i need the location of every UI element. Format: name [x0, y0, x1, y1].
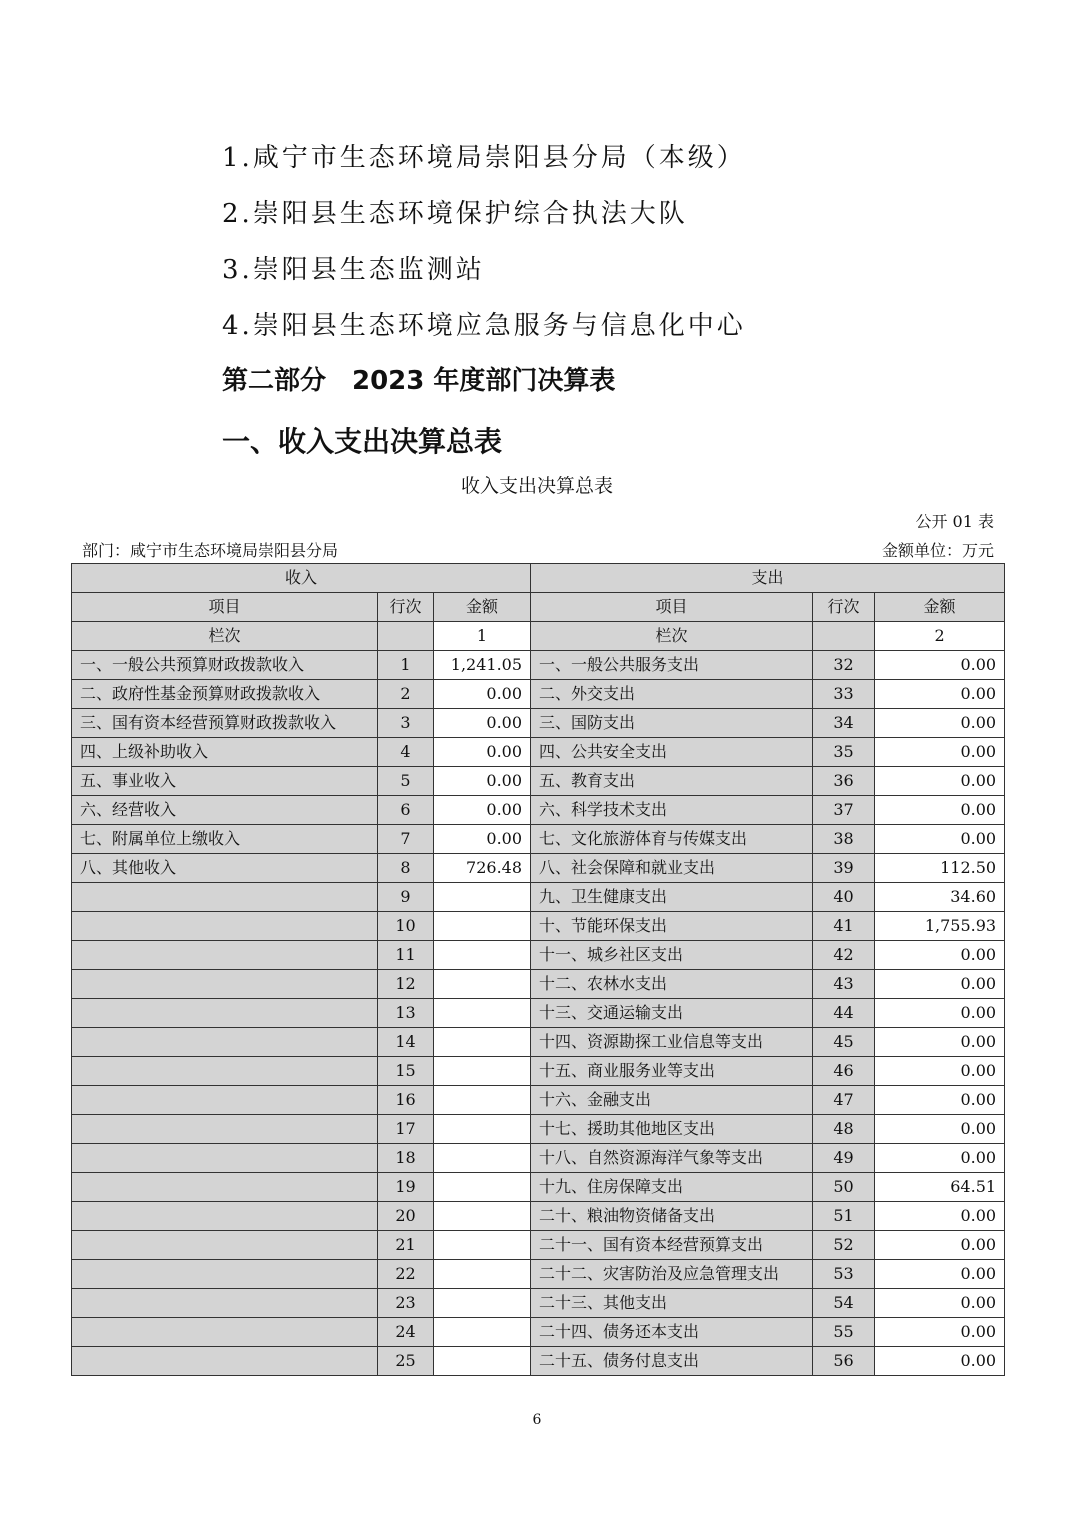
income-row-no-cell: 5: [378, 767, 434, 796]
expense-row-no-blank: [813, 622, 875, 651]
expense-item-cell: 十五、商业服务业等支出: [531, 1057, 813, 1086]
table-row: [72, 1086, 1005, 1115]
income-item-cell: [72, 1202, 378, 1231]
expense-amount-cell: 0.00: [875, 1318, 1005, 1347]
income-item-header: 项目: [72, 593, 378, 622]
income-amount-cell: 0.00: [434, 680, 531, 709]
expense-row-no-cell: 34: [813, 709, 875, 738]
expense-amount-cell: 0.00: [875, 709, 1005, 738]
income-item-cell: [72, 1144, 378, 1173]
table-row: [72, 1231, 1005, 1260]
unit-item: 2.崇阳县生态环境保护综合执法大队: [222, 199, 688, 229]
expense-row-no-cell: 47: [813, 1086, 875, 1115]
table-row: [72, 912, 1005, 941]
income-item-cell: 八、其他收入: [72, 854, 378, 883]
income-header: 收入: [72, 564, 531, 593]
income-row-no-cell: 4: [378, 738, 434, 767]
income-row-no-cell: 20: [378, 1202, 434, 1231]
income-item-cell: [72, 1028, 378, 1057]
income-amount-cell: [434, 912, 531, 941]
income-amount-cell: 0.00: [434, 825, 531, 854]
table-row: [72, 1347, 1005, 1376]
income-expense-table: [71, 563, 1005, 1376]
expense-row-no-cell: 38: [813, 825, 875, 854]
expense-item-cell: 二十二、灾害防治及应急管理支出: [531, 1260, 813, 1289]
expense-row-no-cell: 45: [813, 1028, 875, 1057]
table-row: [72, 825, 1005, 854]
expense-item-cell: 三、国防支出: [531, 709, 813, 738]
expense-item-cell: 六、科学技术支出: [531, 796, 813, 825]
column-number-row: [72, 622, 1005, 651]
expense-amount-cell: 1,755.93: [875, 912, 1005, 941]
expense-row-no-cell: 54: [813, 1289, 875, 1318]
income-amount-cell: [434, 1028, 531, 1057]
unit-item: 4.崇阳县生态环境应急服务与信息化中心: [222, 311, 746, 341]
expense-column-label: 栏次: [531, 622, 813, 651]
income-row-no-cell: 22: [378, 1260, 434, 1289]
unit-item: 1.咸宁市生态环境局崇阳县分局（本级）: [222, 143, 746, 173]
expense-item-cell: 十四、资源勘探工业信息等支出: [531, 1028, 813, 1057]
expense-row-no-cell: 42: [813, 941, 875, 970]
income-item-cell: [72, 912, 378, 941]
unit-item: 3.崇阳县生态监测站: [222, 255, 485, 285]
expense-item-cell: 十三、交通运输支出: [531, 999, 813, 1028]
income-column-number: 1: [434, 622, 531, 651]
expense-amount-cell: 64.51: [875, 1173, 1005, 1202]
expense-amount-cell: 0.00: [875, 680, 1005, 709]
income-amount-header: 金额: [434, 593, 531, 622]
income-amount-cell: [434, 941, 531, 970]
table-row: [72, 1289, 1005, 1318]
income-row-no-cell: 13: [378, 999, 434, 1028]
expense-item-cell: 四、公共安全支出: [531, 738, 813, 767]
expense-amount-cell: 0.00: [875, 651, 1005, 680]
expense-item-cell: 二十、粮油物资储备支出: [531, 1202, 813, 1231]
income-item-cell: 七、附属单位上缴收入: [72, 825, 378, 854]
expense-item-cell: 十八、自然资源海洋气象等支出: [531, 1144, 813, 1173]
income-amount-cell: [434, 1202, 531, 1231]
table-row: [72, 941, 1005, 970]
income-row-no-cell: 9: [378, 883, 434, 912]
part-title: 第二部分 2023 年度部门决算表: [222, 366, 616, 396]
expense-amount-cell: 0.00: [875, 1086, 1005, 1115]
expense-row-no-cell: 43: [813, 970, 875, 999]
table-row: [72, 767, 1005, 796]
income-row-no-cell: 24: [378, 1318, 434, 1347]
income-column-label: 栏次: [72, 622, 378, 651]
table-row: [72, 1260, 1005, 1289]
expense-item-cell: 八、社会保障和就业支出: [531, 854, 813, 883]
expense-amount-cell: 0.00: [875, 767, 1005, 796]
expense-amount-cell: 0.00: [875, 941, 1005, 970]
table-header-row: [72, 593, 1005, 622]
table-code: 公开 01 表: [915, 512, 994, 531]
income-row-no-cell: 8: [378, 854, 434, 883]
income-amount-cell: [434, 883, 531, 912]
expense-row-no-cell: 35: [813, 738, 875, 767]
income-item-cell: [72, 1347, 378, 1376]
income-item-cell: [72, 999, 378, 1028]
income-row-no-cell: 18: [378, 1144, 434, 1173]
expense-item-cell: 二十一、国有资本经营预算支出: [531, 1231, 813, 1260]
expense-item-cell: 二十三、其他支出: [531, 1289, 813, 1318]
expense-amount-cell: 0.00: [875, 1144, 1005, 1173]
expense-item-cell: 十、节能环保支出: [531, 912, 813, 941]
expense-row-no-cell: 36: [813, 767, 875, 796]
income-amount-cell: [434, 999, 531, 1028]
expense-row-no-cell: 50: [813, 1173, 875, 1202]
expense-amount-cell: 112.50: [875, 854, 1005, 883]
income-item-cell: 六、经营收入: [72, 796, 378, 825]
expense-item-cell: 十七、援助其他地区支出: [531, 1115, 813, 1144]
income-row-no-cell: 2: [378, 680, 434, 709]
expense-row-no-cell: 32: [813, 651, 875, 680]
income-item-cell: 四、上级补助收入: [72, 738, 378, 767]
income-row-no-cell: 23: [378, 1289, 434, 1318]
expense-item-cell: 二、外交支出: [531, 680, 813, 709]
expense-amount-cell: 0.00: [875, 1231, 1005, 1260]
unit-list: [222, 136, 746, 360]
income-row-no-cell: 7: [378, 825, 434, 854]
expense-row-no-cell: 52: [813, 1231, 875, 1260]
expense-amount-cell: 0.00: [875, 1260, 1005, 1289]
expense-amount-cell: 0.00: [875, 825, 1005, 854]
income-row-no-cell: 25: [378, 1347, 434, 1376]
expense-row-no-cell: 49: [813, 1144, 875, 1173]
income-amount-cell: 0.00: [434, 796, 531, 825]
expense-row-no-cell: 39: [813, 854, 875, 883]
income-row-no-cell: 15: [378, 1057, 434, 1086]
expense-item-cell: 十九、住房保障支出: [531, 1173, 813, 1202]
expense-amount-cell: 0.00: [875, 1057, 1005, 1086]
expense-row-no-cell: 51: [813, 1202, 875, 1231]
expense-row-no-cell: 41: [813, 912, 875, 941]
table-row: [72, 1202, 1005, 1231]
expense-row-no-cell: 33: [813, 680, 875, 709]
income-row-no-cell: 3: [378, 709, 434, 738]
income-row-no-cell: 19: [378, 1173, 434, 1202]
expense-item-cell: 五、教育支出: [531, 767, 813, 796]
income-item-cell: [72, 1260, 378, 1289]
expense-row-no-cell: 48: [813, 1115, 875, 1144]
table-row: [72, 1028, 1005, 1057]
income-amount-cell: [434, 1318, 531, 1347]
expense-amount-cell: 0.00: [875, 970, 1005, 999]
income-amount-cell: [434, 1289, 531, 1318]
expense-row-no-cell: 53: [813, 1260, 875, 1289]
income-item-cell: 五、事业收入: [72, 767, 378, 796]
income-row-no-cell: 11: [378, 941, 434, 970]
income-amount-cell: 726.48: [434, 854, 531, 883]
expense-item-cell: 十六、金融支出: [531, 1086, 813, 1115]
income-item-cell: 三、国有资本经营预算财政拨款收入: [72, 709, 378, 738]
income-row-no-cell: 12: [378, 970, 434, 999]
expense-amount-cell: 0.00: [875, 1115, 1005, 1144]
expense-row-no-cell: 56: [813, 1347, 875, 1376]
expense-amount-cell: 0.00: [875, 796, 1005, 825]
table-row: [72, 854, 1005, 883]
table-row: [72, 1173, 1005, 1202]
income-row-no-cell: 1: [378, 651, 434, 680]
department-label: 部门：咸宁市生态环境局崇阳县分局: [82, 541, 339, 560]
income-amount-cell: [434, 1115, 531, 1144]
amount-unit-label: 金额单位：万元: [881, 541, 994, 560]
table-row: [72, 651, 1005, 680]
expense-amount-cell: 0.00: [875, 1347, 1005, 1376]
income-row-no-cell: 16: [378, 1086, 434, 1115]
income-item-cell: [72, 1057, 378, 1086]
income-amount-cell: [434, 1144, 531, 1173]
table-row: [72, 796, 1005, 825]
income-item-cell: [72, 1231, 378, 1260]
expense-row-no-cell: 40: [813, 883, 875, 912]
income-item-cell: [72, 1173, 378, 1202]
expense-item-cell: 二十五、债务付息支出: [531, 1347, 813, 1376]
expense-header: 支出: [531, 564, 1005, 593]
table-row: [72, 999, 1005, 1028]
income-amount-cell: [434, 1231, 531, 1260]
income-amount-cell: 0.00: [434, 767, 531, 796]
expense-amount-cell: 0.00: [875, 1289, 1005, 1318]
income-amount-cell: [434, 1347, 531, 1376]
income-item-cell: [72, 1289, 378, 1318]
expense-row-no-cell: 46: [813, 1057, 875, 1086]
expense-item-cell: 一、一般公共服务支出: [531, 651, 813, 680]
table-row: [72, 1318, 1005, 1347]
table-row: [72, 883, 1005, 912]
income-amount-cell: [434, 1086, 531, 1115]
income-row-no-cell: 21: [378, 1231, 434, 1260]
expense-row-no-cell: 44: [813, 999, 875, 1028]
expense-item-cell: 九、卫生健康支出: [531, 883, 813, 912]
income-item-cell: 二、政府性基金预算财政拨款收入: [72, 680, 378, 709]
income-item-cell: [72, 941, 378, 970]
expense-item-cell: 十一、城乡社区支出: [531, 941, 813, 970]
income-item-cell: [72, 1318, 378, 1347]
expense-row-no-cell: 55: [813, 1318, 875, 1347]
expense-row-no-cell: 37: [813, 796, 875, 825]
income-row-no-cell: 14: [378, 1028, 434, 1057]
income-item-cell: [72, 1086, 378, 1115]
expense-item-cell: 二十四、债务还本支出: [531, 1318, 813, 1347]
page-number: 6: [532, 1412, 542, 1428]
income-item-cell: [72, 1115, 378, 1144]
income-row-no-cell: 17: [378, 1115, 434, 1144]
income-amount-cell: 0.00: [434, 738, 531, 767]
income-amount-cell: [434, 970, 531, 999]
expense-column-number: 2: [875, 622, 1005, 651]
income-amount-cell: 1,241.05: [434, 651, 531, 680]
income-row-no-header: 行次: [378, 593, 434, 622]
income-amount-cell: [434, 1260, 531, 1289]
income-row-no-blank: [378, 622, 434, 651]
expense-item-header: 项目: [531, 593, 813, 622]
income-item-cell: 一、一般公共预算财政拨款收入: [72, 651, 378, 680]
table-title: 收入支出决算总表: [460, 475, 613, 497]
income-amount-cell: [434, 1057, 531, 1086]
income-row-no-cell: 10: [378, 912, 434, 941]
table-row: [72, 709, 1005, 738]
income-row-no-cell: 6: [378, 796, 434, 825]
expense-amount-cell: 0.00: [875, 999, 1005, 1028]
income-amount-cell: 0.00: [434, 709, 531, 738]
expense-item-cell: 七、文化旅游体育与传媒支出: [531, 825, 813, 854]
table-header-row: [72, 564, 1005, 593]
table-row: [72, 1057, 1005, 1086]
section-title: 一、收入支出决算总表: [222, 425, 503, 458]
expense-amount-cell: 0.00: [875, 1028, 1005, 1057]
table-row: [72, 1115, 1005, 1144]
expense-row-no-header: 行次: [813, 593, 875, 622]
income-item-cell: [72, 970, 378, 999]
table-row: [72, 738, 1005, 767]
expense-amount-header: 金额: [875, 593, 1005, 622]
table-row: [72, 970, 1005, 999]
table-row: [72, 680, 1005, 709]
expense-amount-cell: 0.00: [875, 1202, 1005, 1231]
income-item-cell: [72, 883, 378, 912]
table-row: [72, 1144, 1005, 1173]
expense-amount-cell: 34.60: [875, 883, 1005, 912]
expense-amount-cell: 0.00: [875, 738, 1005, 767]
income-amount-cell: [434, 1173, 531, 1202]
expense-item-cell: 十二、农林水支出: [531, 970, 813, 999]
